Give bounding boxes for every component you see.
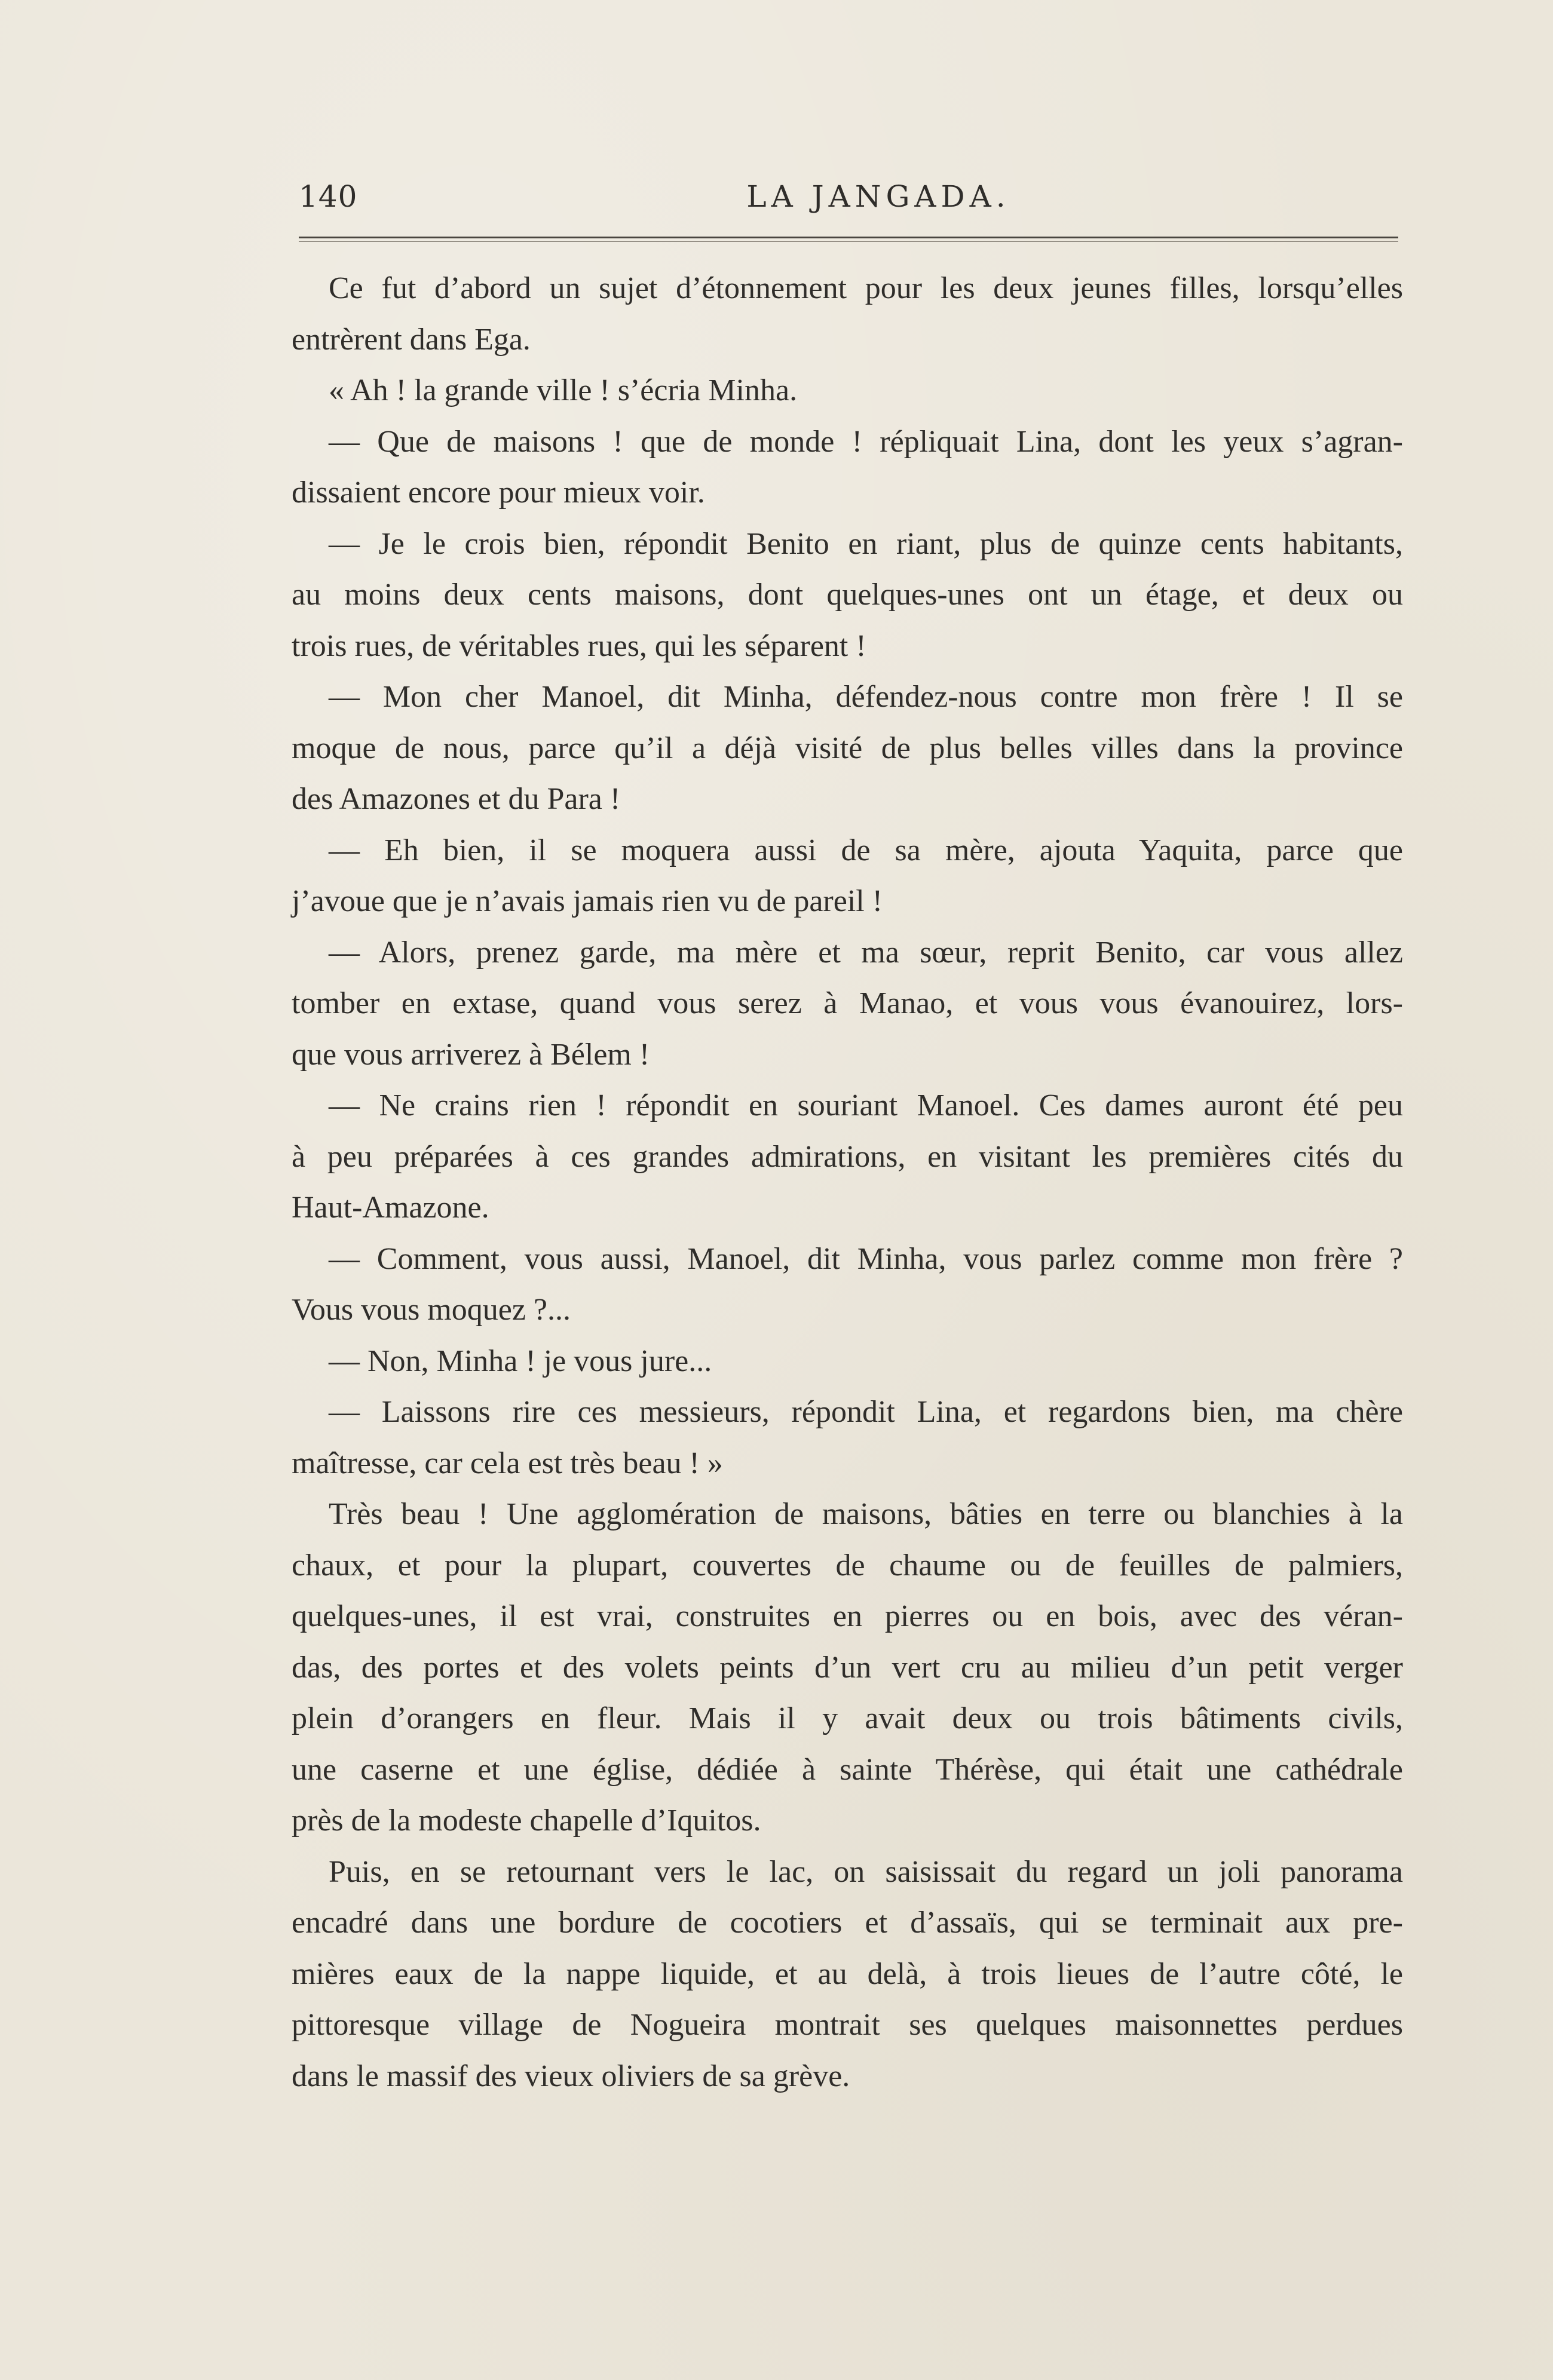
text-line: dissaient encore pour mieux voir. <box>292 476 705 510</box>
text-line: Haut-Amazone. <box>292 1191 489 1225</box>
text-line: Très beau ! Une agglomération de maisons, bâties en terre ou blanchies à la <box>329 1497 1403 1531</box>
text-line: — Je le crois bien, répondit Benito en riant, plus de quinze cents habitants, <box>329 526 1403 561</box>
text-line: encadré dans une bordure de cocotiers et d’assaïs, qui se terminait aux pre- <box>292 1906 1403 1940</box>
text-line: moque de nous, parce qu’il a déjà visité de plus belles villes dans la province <box>292 731 1403 765</box>
text-line: Ce fut d’abord un sujet d’étonnement pour les deux jeunes filles, lorsqu’elles <box>329 271 1403 305</box>
text-line: — Eh bien, il se moquera aussi de sa mère, ajouta Yaquita, parce que <box>329 833 1403 867</box>
page-number: 140 <box>299 179 358 214</box>
text-line: j’avoue que je n’avais jamais rien vu de pareil ! <box>292 884 883 918</box>
running-title: LA JANGADA. <box>746 179 1010 214</box>
text-line: près de la modeste chapelle d’Iquitos. <box>292 1804 761 1838</box>
text-line: plein d’orangers en fleur. Mais il y avait deux ou trois bâtiments civils, <box>292 1701 1403 1735</box>
text-line: au moins deux cents maisons, dont quelques-unes ont un étage, et deux ou <box>292 578 1403 612</box>
text-line: maîtresse, car cela est très beau ! » <box>292 1446 723 1480</box>
text-line: quelques-unes, il est vrai, construites en pierres ou en bois, avec des véran- <box>292 1599 1403 1633</box>
text-line: Puis, en se retournant vers le lac, on saisissait du regard un joli panorama <box>329 1854 1403 1889</box>
text-line: — Alors, prenez garde, ma mère et ma sœur, reprit Benito, car vous allez <box>329 935 1403 970</box>
text-line: une caserne et une église, dédiée à sainte Thérèse, qui était une cathédrale <box>292 1752 1403 1787</box>
text-line: chaux, et pour la plupart, couvertes de chaume ou de feuilles de palmiers, <box>292 1548 1403 1582</box>
text-line: — Que de maisons ! que de monde ! répliquait Lina, dont les yeux s’agran- <box>329 424 1403 459</box>
text-line: « Ah ! la grande ville ! s’écria Minha. <box>329 373 798 407</box>
text-line: dans le massif des vieux oliviers de sa grève. <box>292 2059 850 2093</box>
text-line: tomber en extase, quand vous serez à Manao, et vous vous évanouirez, lors- <box>292 986 1403 1020</box>
text-line: — Non, Minha ! je vous jure... <box>329 1344 712 1378</box>
page-header <box>299 173 1398 221</box>
text-line: des Amazones et du Para ! <box>292 782 621 816</box>
text-line: mières eaux de la nappe liquide, et au delà, à trois lieues de l’autre côté, le <box>292 1956 1403 1991</box>
text-line: — Mon cher Manoel, dit Minha, défendez-nous contre mon frère ! Il se <box>329 680 1403 714</box>
text-line: que vous arriverez à Bélem ! <box>292 1037 650 1072</box>
text-line: à peu préparées à ces grandes admirations, en visitant les premières cités du <box>292 1139 1403 1174</box>
text-line: entrèrent dans Ega. <box>292 322 531 357</box>
header-rule <box>299 237 1398 238</box>
text-line: — Ne crains rien ! répondit en souriant Manoel. Ces dames auront été peu <box>329 1088 1403 1122</box>
text-line: das, des portes et des volets peints d’un vert cru au milieu d’un petit verger <box>292 1650 1403 1685</box>
text-line: pittoresque village de Nogueira montrait ses quelques maisonnettes perdues <box>292 2008 1403 2042</box>
text-line: Vous vous moquez ?... <box>292 1293 571 1327</box>
body-text <box>292 263 1403 2102</box>
header-rule-thin <box>299 241 1398 242</box>
text-line: — Comment, vous aussi, Manoel, dit Minha, vous parlez comme mon frère ? <box>329 1241 1403 1276</box>
text-line: trois rues, de véritables rues, qui les séparent ! <box>292 628 866 663</box>
text-line: — Laissons rire ces messieurs, répondit Lina, et regardons bien, ma chère <box>329 1395 1403 1429</box>
